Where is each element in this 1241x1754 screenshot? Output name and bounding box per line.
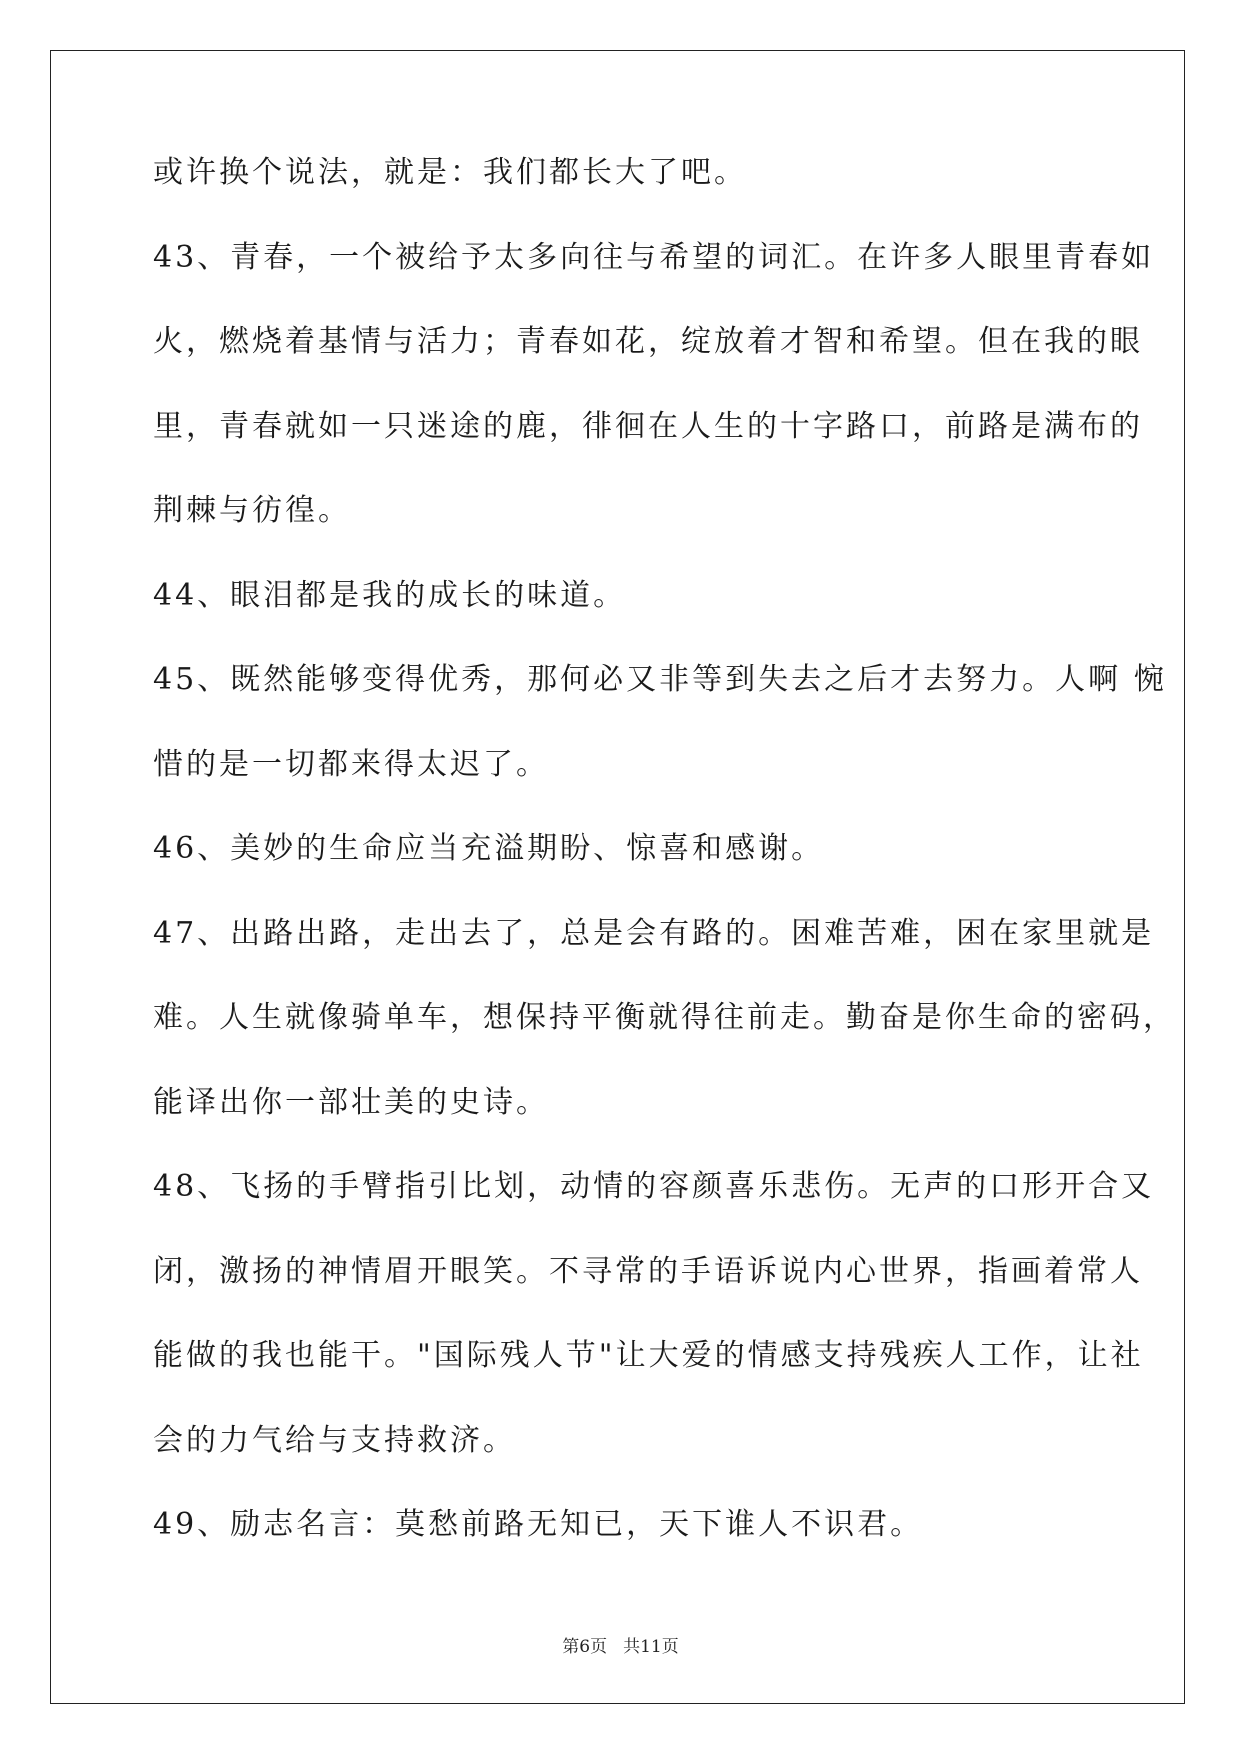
text-line: 闭，激扬的神情眉开眼笑。不寻常的手语诉说内心世界，指画着常人	[153, 1253, 1143, 1289]
text-line: 荆棘与彷徨。	[153, 493, 351, 528]
page-number-total: 共11页	[623, 1637, 679, 1657]
text-line: 45、既然能够变得优秀，那何必又非等到失去之后才去努力。人啊 惋	[153, 662, 1167, 697]
text-line: 能做的我也能干。"国际残人节"让大爱的情感支持残疾人工作，让社	[153, 1338, 1144, 1373]
text-line: 里，青春就如一只迷途的鹿，徘徊在人生的十字路口，前路是满布的	[153, 408, 1143, 444]
document-body	[153, 155, 1176, 1595]
text-line: 惜的是一切都来得太迟了。	[153, 746, 549, 782]
text-line: 48、飞扬的手臂指引比划，动情的容颜喜乐悲伤。无声的口形开合又	[153, 1169, 1155, 1204]
text-line: 44、眼泪都是我的成长的味道。	[153, 577, 627, 613]
text-line: 难。人生就像骑单车，想保持平衡就得往前走。勤奋是你生命的密码，	[153, 1000, 1176, 1035]
page-footer	[0, 1632, 1241, 1657]
page-number-current: 第6页	[562, 1637, 608, 1657]
text-line: 49、励志名言：莫愁前路无知已，天下谁人不识君。	[153, 1507, 924, 1542]
text-line: 会的力气给与支持救济。	[153, 1422, 516, 1458]
text-line: 火，燃烧着基情与活力；青春如花，绽放着才智和希望。但在我的眼	[153, 324, 1143, 359]
text-line: 43、青春，一个被给予太多向往与希望的词汇。在许多人眼里青春如	[153, 239, 1155, 275]
text-line: 能译出你一部壮美的史诗。	[153, 1084, 549, 1120]
text-line: 或许换个说法，就是：我们都长大了吧。	[153, 155, 747, 190]
text-line: 46、美妙的生命应当充溢期盼、惊喜和感谢。	[153, 831, 825, 866]
text-line: 47、出路出路，走出去了，总是会有路的。困难苦难，困在家里就是	[153, 915, 1155, 951]
